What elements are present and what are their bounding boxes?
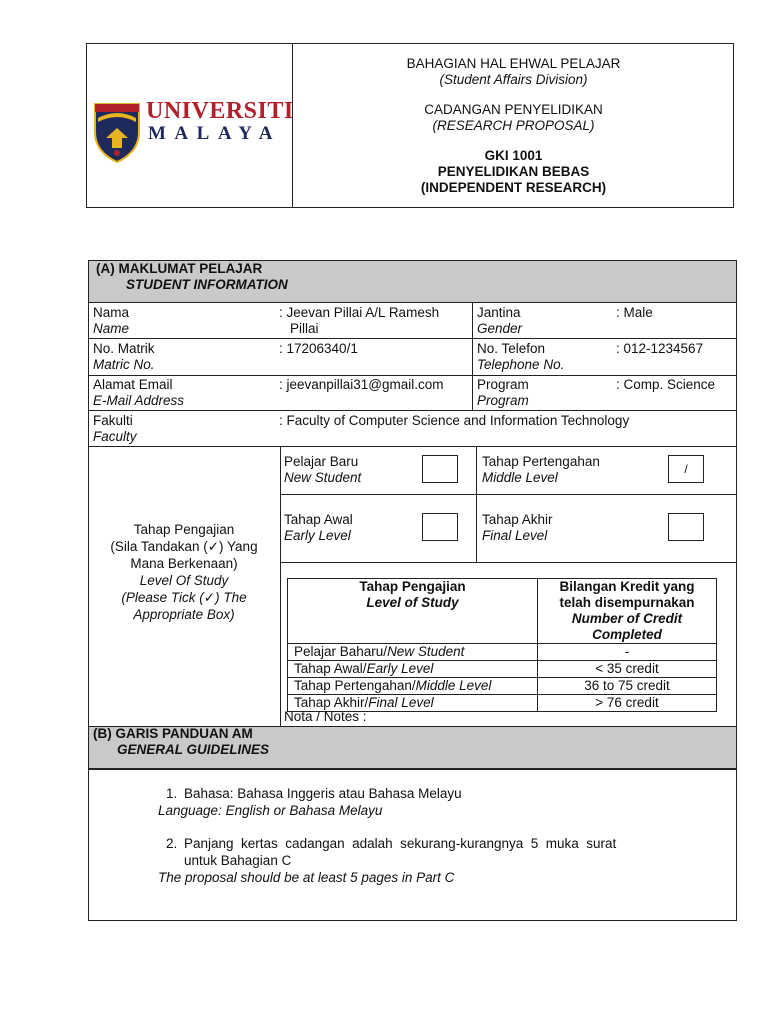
document-title: CADANGAN PENYELIDIKAN (424, 102, 603, 117)
name-label: Nama (93, 305, 130, 320)
program-label: Program (477, 377, 529, 392)
table-cell-level: Pelajar Baharu/New Student (288, 644, 538, 661)
crest-icon (92, 98, 142, 164)
option-early-level-en: Early Level (284, 528, 351, 543)
header-level-en: Level of Study (366, 595, 459, 610)
logo-text-malaya: MALAYA (148, 123, 282, 144)
study-level-title: Tahap Pengajian (133, 522, 235, 537)
study-level-instruction: (Sila Tandakan (✓) Yang (110, 539, 258, 554)
course-code: GKI 1001 (484, 148, 543, 163)
checkbox-middle-level[interactable]: / (668, 455, 704, 483)
header-credit-ms: Bilangan Kredit yang (559, 579, 695, 594)
level-of-study-table (287, 578, 717, 712)
option-row-divider (280, 562, 736, 563)
guideline-2-text: Panjang kertas cadangan adalah sekurang-kurangnya 5 muka surat (184, 836, 617, 851)
section-a-title: (A) MAKLUMAT PELAJAR (96, 261, 263, 276)
email-label-en: E-Mail Address (93, 393, 185, 408)
division-subtitle: (Student Affairs Division) (439, 72, 588, 87)
option-new-student: Pelajar Baru (284, 454, 359, 469)
name-value-cont: Pillai (290, 321, 319, 336)
row-divider (89, 410, 736, 411)
option-row-divider (280, 494, 736, 495)
option-new-student-en: New Student (284, 470, 362, 485)
row-divider (89, 338, 736, 339)
guideline-2-text-en: The proposal should be at least 5 pages in Part C (158, 870, 455, 885)
table-row (288, 678, 717, 695)
gender-label-en: Gender (477, 321, 523, 336)
faculty-value: : Faculty of Computer Science and Information Technology (279, 413, 630, 428)
table-cell-level: Tahap Pertengahan/Middle Level (288, 678, 538, 695)
document-subtitle: (RESEARCH PROPOSAL) (432, 118, 595, 133)
table-header-credit (538, 579, 717, 644)
notes-label: Nota / Notes : (284, 709, 367, 724)
study-level-label (89, 521, 279, 623)
section-b-subtitle: GENERAL GUIDELINES (117, 742, 270, 757)
header-credit-en-cont: Completed (592, 627, 662, 642)
header-titles (293, 56, 734, 196)
table-cell-credit: - (538, 644, 717, 661)
phone-label: No. Telefon (477, 341, 546, 356)
study-level-title-en: Level Of Study (139, 573, 229, 588)
header-level-ms: Tahap Pengajian (359, 579, 466, 594)
header-credit-ms-cont: telah disempurnakan (559, 595, 695, 610)
column-divider (472, 303, 473, 410)
matric-label-en: Matric No. (93, 357, 155, 372)
name-value: : Jeevan Pillai A/L Ramesh (279, 305, 440, 320)
option-final-level-en: Final Level (482, 528, 548, 543)
faculty-label: Fakulti (93, 413, 133, 428)
matric-label: No. Matrik (93, 341, 155, 356)
table-cell-level: Tahap Awal/Early Level (288, 661, 538, 678)
table-header-level (288, 579, 538, 644)
logo-text-universiti: UNIVERSITI (146, 98, 294, 124)
section-a-subtitle: STUDENT INFORMATION (126, 277, 288, 292)
division-title: BAHAGIAN HAL EHWAL PELAJAR (406, 56, 621, 71)
study-level-instruction-en-cont: Appropriate Box) (133, 607, 235, 622)
study-level-instruction-cont: Mana Berkenaan) (130, 556, 238, 571)
table-row (288, 644, 717, 661)
checkbox-final-level[interactable] (668, 513, 704, 541)
email-label: Alamat Email (93, 377, 173, 392)
option-final-level: Tahap Akhir (482, 512, 553, 527)
guideline-1-text-en: Language: English or Bahasa Melayu (158, 803, 383, 818)
gender-value: : Male (616, 305, 653, 320)
course-subtitle: (INDEPENDENT RESEARCH) (420, 180, 607, 195)
section-b-title: (B) GARIS PANDUAN AM (93, 726, 253, 741)
phone-value: : 012-1234567 (616, 341, 704, 356)
guideline-2-number: 2. (166, 836, 178, 851)
faculty-label-en: Faculty (93, 429, 137, 444)
table-cell-credit: > 76 credit (538, 695, 717, 712)
row-divider (89, 446, 736, 447)
table-cell-credit: < 35 credit (538, 661, 717, 678)
guideline-1-text: Bahasa: Bahasa Inggeris atau Bahasa Melayu (184, 786, 462, 801)
matric-value: : 17206340/1 (279, 341, 358, 356)
table-header-row (288, 579, 717, 644)
section-a-header (89, 261, 736, 303)
program-value: : Comp. Science (616, 377, 716, 392)
header-credit-en: Number of Credit (571, 611, 683, 626)
option-early-level: Tahap Awal (284, 512, 353, 527)
row-divider (89, 375, 736, 376)
university-logo (92, 98, 294, 164)
checkbox-early-level[interactable] (422, 513, 458, 541)
study-level-instruction-en: (Please Tick (✓) The (121, 590, 247, 605)
table-cell-credit: 36 to 75 credit (538, 678, 717, 695)
name-label-en: Name (93, 321, 130, 336)
table-cell-level: Tahap Akhir/Final Level (288, 695, 538, 712)
program-label-en: Program (477, 393, 529, 408)
guideline-1-number: 1. (166, 786, 178, 801)
column-divider (280, 446, 281, 726)
table-row (288, 661, 717, 678)
gender-label: Jantina (477, 305, 521, 320)
option-divider (476, 446, 477, 562)
course-title: PENYELIDIKAN BEBAS (437, 164, 590, 179)
phone-label-en: Telephone No. (477, 357, 565, 372)
email-value: : jeevanpillai31@gmail.com (279, 377, 444, 392)
checkbox-new-student[interactable] (422, 455, 458, 483)
section-b-header (89, 726, 736, 769)
guideline-2-text-cont: untuk Bahagian C (184, 853, 292, 868)
option-middle-level-en: Middle Level (482, 470, 558, 485)
option-middle-level: Tahap Pertengahan (482, 454, 600, 469)
